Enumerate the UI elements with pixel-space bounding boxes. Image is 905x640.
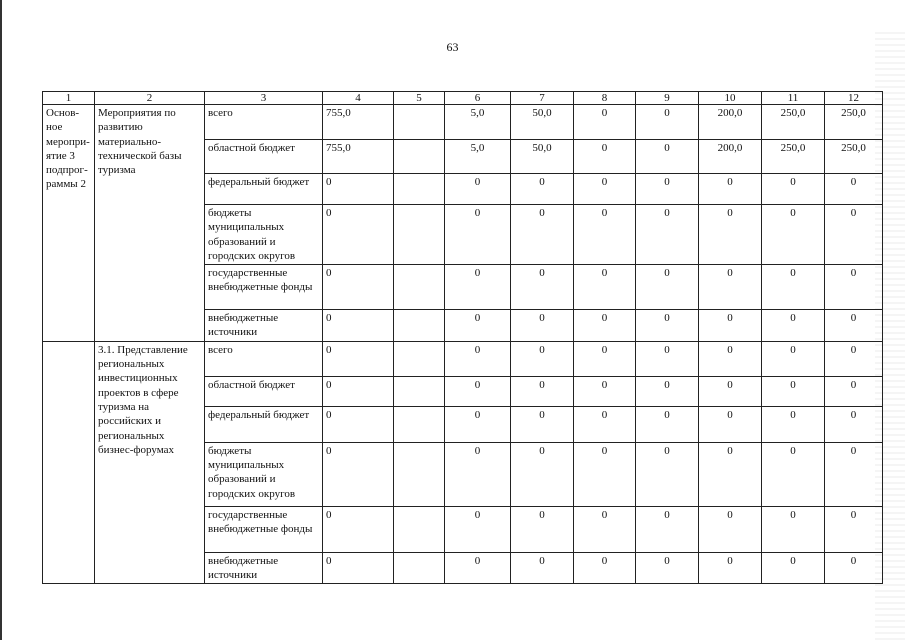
- value-cell: 0: [636, 174, 699, 205]
- funding-source-cell: всего: [205, 341, 323, 376]
- value-cell: 0: [574, 205, 636, 265]
- value-cell: 0: [511, 406, 574, 442]
- value-cell: [394, 105, 445, 140]
- header-cell: 11: [762, 92, 825, 105]
- value-cell: 0: [511, 265, 574, 310]
- funding-source-cell: областной бюджет: [205, 376, 323, 406]
- value-cell: 0: [574, 406, 636, 442]
- value-cell: 0: [445, 205, 511, 265]
- value-cell: 0: [323, 341, 394, 376]
- value-cell: 250,0: [762, 105, 825, 140]
- value-cell: 0: [762, 341, 825, 376]
- table-row: [43, 341, 883, 376]
- value-cell: [394, 140, 445, 174]
- value-cell: 0: [762, 376, 825, 406]
- value-cell: 5,0: [445, 105, 511, 140]
- value-cell: 0: [574, 140, 636, 174]
- value-cell: 0: [762, 205, 825, 265]
- value-cell: 0: [323, 174, 394, 205]
- value-cell: 0: [445, 406, 511, 442]
- value-cell: 0: [762, 174, 825, 205]
- value-cell: 0: [323, 205, 394, 265]
- value-cell: 0: [574, 341, 636, 376]
- value-cell: 0: [825, 506, 883, 552]
- value-cell: 200,0: [699, 140, 762, 174]
- value-cell: 0: [762, 506, 825, 552]
- table-row: [43, 105, 883, 140]
- header-cell: 10: [699, 92, 762, 105]
- value-cell: 0: [762, 310, 825, 342]
- value-cell: 0: [825, 174, 883, 205]
- header-cell: 6: [445, 92, 511, 105]
- value-cell: 0: [323, 506, 394, 552]
- value-cell: 0: [699, 376, 762, 406]
- value-cell: 0: [762, 442, 825, 506]
- value-cell: 5,0: [445, 140, 511, 174]
- value-cell: 0: [825, 341, 883, 376]
- value-cell: 0: [825, 376, 883, 406]
- value-cell: 0: [323, 310, 394, 342]
- value-cell: 0: [636, 552, 699, 584]
- value-cell: 0: [511, 442, 574, 506]
- page-number: 63: [446, 40, 459, 54]
- scan-left-border: [0, 0, 2, 640]
- value-cell: 0: [511, 205, 574, 265]
- value-cell: 0: [511, 341, 574, 376]
- value-cell: 0: [636, 442, 699, 506]
- value-cell: [394, 265, 445, 310]
- value-cell: 0: [699, 442, 762, 506]
- value-cell: 0: [636, 341, 699, 376]
- group2-body: [43, 341, 883, 584]
- value-cell: 0: [445, 552, 511, 584]
- group1-body: [43, 105, 883, 342]
- value-cell: 0: [323, 265, 394, 310]
- value-cell: [394, 310, 445, 342]
- value-cell: 0: [511, 552, 574, 584]
- activity-name-cell: Мероприятия по развитию материально-технической базы туризма: [95, 105, 205, 342]
- value-cell: [394, 341, 445, 376]
- header-cell: 12: [825, 92, 883, 105]
- header-cell: 5: [394, 92, 445, 105]
- funding-source-cell: внебюджетные источники: [205, 552, 323, 584]
- value-cell: 755,0: [323, 140, 394, 174]
- value-cell: 0: [762, 265, 825, 310]
- value-cell: [394, 442, 445, 506]
- value-cell: 0: [574, 105, 636, 140]
- funding-source-cell: внебюджетные источники: [205, 310, 323, 342]
- value-cell: 0: [699, 506, 762, 552]
- value-cell: 0: [636, 506, 699, 552]
- value-cell: 0: [445, 442, 511, 506]
- value-cell: 0: [825, 406, 883, 442]
- value-cell: 0: [323, 442, 394, 506]
- value-cell: 0: [636, 376, 699, 406]
- value-cell: 250,0: [825, 105, 883, 140]
- value-cell: 0: [574, 376, 636, 406]
- value-cell: 0: [323, 552, 394, 584]
- funding-source-cell: государственные внебюджетные фонды: [205, 265, 323, 310]
- value-cell: 0: [825, 205, 883, 265]
- header-cell: 7: [511, 92, 574, 105]
- funding-source-cell: всего: [205, 105, 323, 140]
- header-cell: 9: [636, 92, 699, 105]
- program-name-cell: Основ-ное меропри-ятие 3 подпрог-раммы 2: [43, 105, 95, 342]
- funding-source-cell: областной бюджет: [205, 140, 323, 174]
- value-cell: 0: [762, 406, 825, 442]
- value-cell: 50,0: [511, 105, 574, 140]
- funding-source-cell: бюджеты муниципальных образований и городских округов: [205, 205, 323, 265]
- funding-source-cell: бюджеты муниципальных образований и городских округов: [205, 442, 323, 506]
- header-cell: 8: [574, 92, 636, 105]
- activity-name-cell: 3.1. Представление региональных инвестиционных проектов в сфере туризма на российских и региональных бизнес-форумах: [95, 341, 205, 584]
- value-cell: [394, 506, 445, 552]
- value-cell: 0: [574, 552, 636, 584]
- value-cell: 0: [699, 174, 762, 205]
- funding-source-cell: федеральный бюджет: [205, 174, 323, 205]
- value-cell: 0: [574, 174, 636, 205]
- value-cell: [394, 552, 445, 584]
- value-cell: 0: [511, 174, 574, 205]
- value-cell: 0: [762, 552, 825, 584]
- value-cell: 0: [636, 140, 699, 174]
- value-cell: 0: [825, 552, 883, 584]
- header-cell: 1: [43, 92, 95, 105]
- table-header-row: [43, 92, 883, 105]
- value-cell: [394, 205, 445, 265]
- value-cell: [394, 174, 445, 205]
- value-cell: 0: [445, 341, 511, 376]
- value-cell: 0: [445, 376, 511, 406]
- budget-table: [42, 91, 883, 584]
- value-cell: 200,0: [699, 105, 762, 140]
- value-cell: 250,0: [825, 140, 883, 174]
- value-cell: 0: [445, 506, 511, 552]
- value-cell: 0: [636, 310, 699, 342]
- header-cell: 2: [95, 92, 205, 105]
- value-cell: 0: [699, 310, 762, 342]
- value-cell: 0: [323, 406, 394, 442]
- value-cell: 0: [323, 376, 394, 406]
- value-cell: 0: [699, 341, 762, 376]
- value-cell: 0: [574, 442, 636, 506]
- funding-source-cell: государственные внебюджетные фонды: [205, 506, 323, 552]
- value-cell: 0: [636, 265, 699, 310]
- value-cell: 0: [445, 265, 511, 310]
- value-cell: 0: [511, 310, 574, 342]
- value-cell: 0: [699, 265, 762, 310]
- value-cell: 0: [636, 205, 699, 265]
- value-cell: 755,0: [323, 105, 394, 140]
- value-cell: 0: [636, 406, 699, 442]
- program-name-cell: [43, 341, 95, 584]
- value-cell: [394, 376, 445, 406]
- value-cell: 0: [636, 105, 699, 140]
- header-cell: 4: [323, 92, 394, 105]
- value-cell: 0: [574, 506, 636, 552]
- value-cell: 0: [699, 205, 762, 265]
- value-cell: 0: [825, 310, 883, 342]
- value-cell: 0: [699, 552, 762, 584]
- value-cell: 0: [511, 376, 574, 406]
- value-cell: 0: [574, 310, 636, 342]
- funding-source-cell: федеральный бюджет: [205, 406, 323, 442]
- value-cell: 250,0: [762, 140, 825, 174]
- value-cell: 0: [699, 406, 762, 442]
- header-cell: 3: [205, 92, 323, 105]
- value-cell: 0: [445, 310, 511, 342]
- value-cell: 0: [511, 506, 574, 552]
- value-cell: [394, 406, 445, 442]
- value-cell: 50,0: [511, 140, 574, 174]
- value-cell: 0: [574, 265, 636, 310]
- value-cell: 0: [825, 265, 883, 310]
- value-cell: 0: [445, 174, 511, 205]
- value-cell: 0: [825, 442, 883, 506]
